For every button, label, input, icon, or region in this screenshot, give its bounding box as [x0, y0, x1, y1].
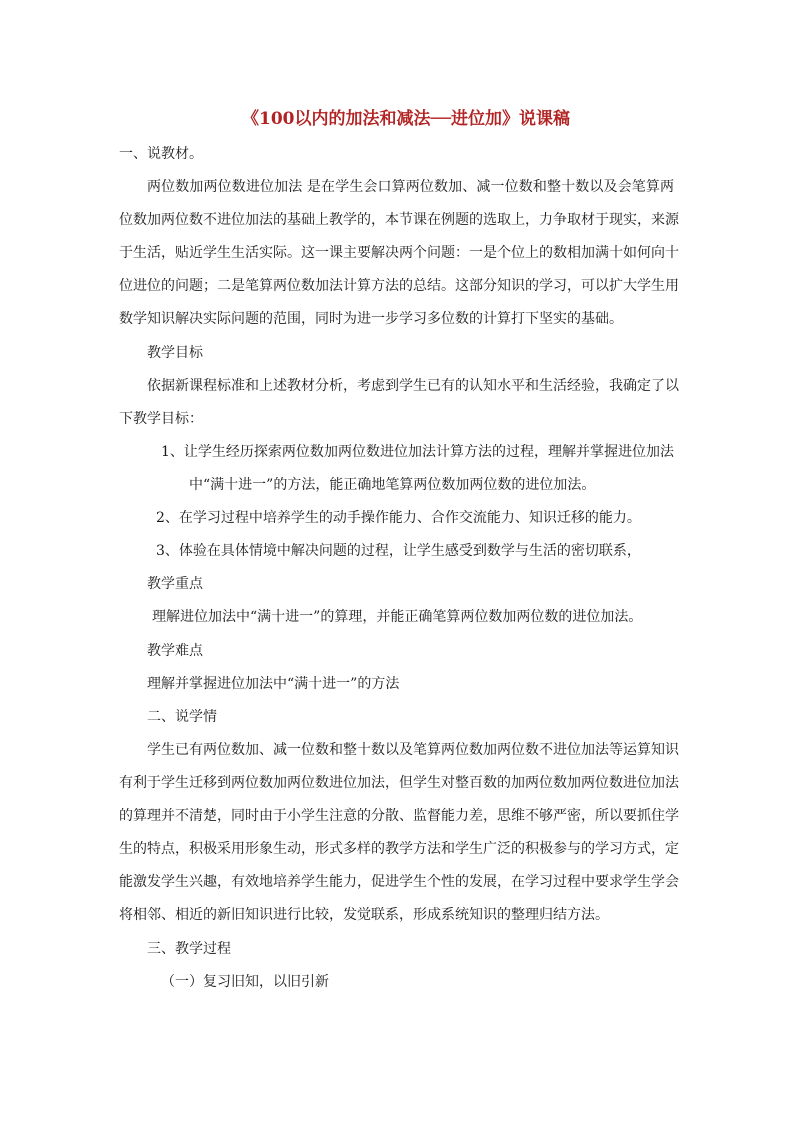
paragraph-line: 两位数加两位数进位加法 是在学生会口算两位数加、减一位数和整十数以及会笔算两 — [147, 179, 674, 195]
section-heading-1: 一、说教材。 — [119, 146, 203, 162]
paragraph-line: 能激发学生兴趣，有效地培养学生能力，促进学生个性的发展，在学习过程中要求学生学会 — [119, 874, 679, 890]
difficulty-text: 理解并掌握进位加法中“满十进一”的方法 — [147, 676, 400, 692]
goal-item-2: 2、在学习过程中培养学生的动手操作能力、合作交流能力、知识迁移的能力。 — [156, 510, 641, 526]
subheading-difficulty: 教学难点 — [147, 643, 203, 659]
section-3-subheading-1: （一）复习旧知，以旧引新 — [161, 974, 329, 990]
paragraph-line: 依据新课程标准和上述教材分析，考虑到学生已有的认知水平和生活经验，我确定了以 — [147, 378, 679, 394]
paragraph-line: 数学知识解决实际问题的范围，同时为进一步学习多位数的计算打下坚实的基础。 — [119, 311, 623, 327]
subheading-key-point: 教学重点 — [147, 576, 203, 592]
paragraph-line: 的算理并不清楚，同时由于小学生注意的分散、监督能力差，思维不够严密，所以要抓住学 — [119, 808, 679, 824]
goal-item-1-cont: 中“满十进一”的方法，能正确地笔算两位数加两位数的进位加法。 — [189, 477, 596, 493]
paragraph-line: 位进位的问题；二是笔算两位数加法计算方法的总结。这部分知识的学习，可以扩大学生用 — [119, 278, 679, 294]
goal-item-3: 3、体验在具体情境中解决问题的过程，让学生感受到数学与生活的密切联系， — [156, 543, 641, 559]
key-point-text: 理解进位加法中“满十进一”的算理，并能正确笔算两位数加两位数的进位加法。 — [152, 609, 643, 625]
document-title: 《100以内的加法和减法──进位加》说课稿 — [242, 109, 570, 129]
subheading-goals: 教学目标 — [147, 345, 203, 361]
paragraph-line: 将相邻、相近的新旧知识进行比较，发觉联系，形成系统知识的整理归结方法。 — [119, 907, 609, 923]
section-heading-3: 三、教学过程 — [147, 941, 231, 957]
paragraph-line: 位数加两位数不进位加法的基础上教学的，本节课在例题的选取上，力争取材于现实，来源 — [119, 212, 679, 228]
paragraph-line: 有利于学生迁移到两位数加两位数进位加法，但学生对整百数的加两位数加两位数进位加法 — [119, 775, 679, 791]
goal-item-1: 1、让学生经历探索两位数加两位数进位加法计算方法的过程，理解并掌握进位加法 — [161, 444, 674, 460]
paragraph-line: 生的特点，积极采用形象生动，形式多样的教学方法和学生广泛的积极参与的学习方式，定 — [119, 841, 679, 857]
paragraph-line: 学生已有两位数加、减一位数和整十数以及笔算两位数加两位数不进位加法等运算知识 — [147, 742, 679, 758]
section-heading-2: 二、说学情 — [147, 709, 217, 725]
paragraph-line: 于生活，贴近学生生活实际。这一课主要解决两个问题：一是个位上的数相加满十如何向十 — [119, 245, 679, 261]
paragraph-line: 下教学目标： — [119, 411, 203, 427]
